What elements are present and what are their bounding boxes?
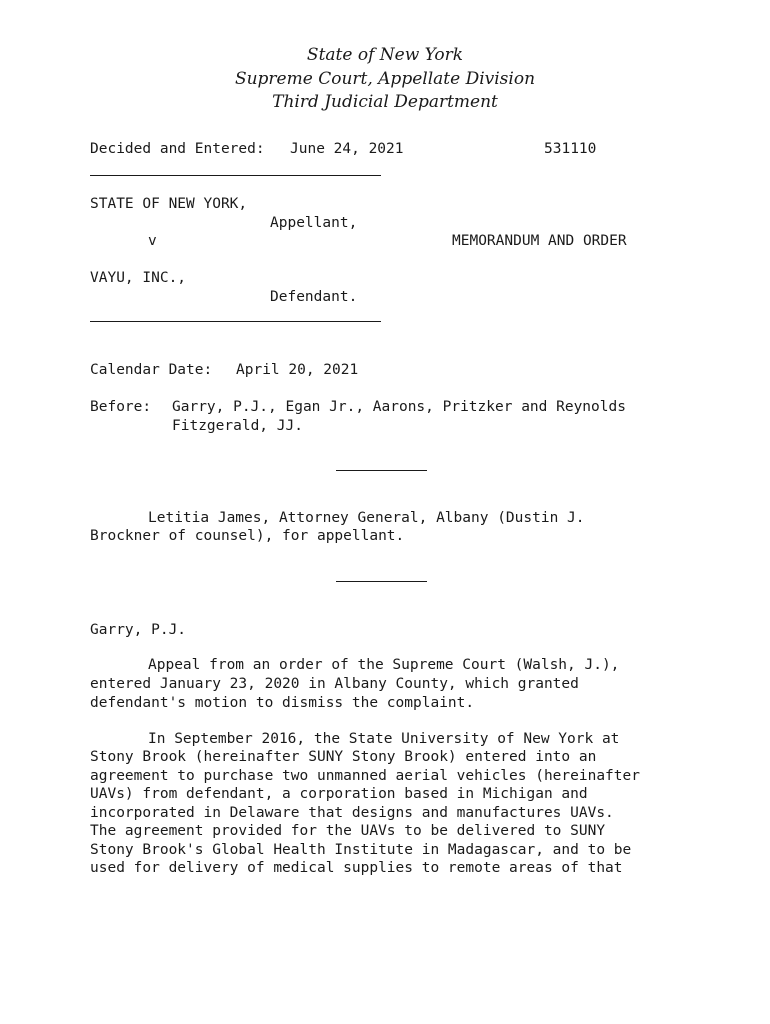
opinion-author: Garry, P.J.: [90, 622, 187, 638]
counsel-line2: Brockner of counsel), for appellant.: [90, 528, 405, 544]
versus: v: [148, 233, 157, 249]
para2-line4: UAVs) from defendant, a corporation based in Michigan and: [90, 786, 588, 802]
section-divider-1: [336, 470, 427, 471]
para2-line3: agreement to purchase two unmanned aerial vehicles (hereinafter: [90, 768, 640, 784]
bench-justices-line1: Garry, P.J., Egan Jr., Aarons, Pritzker and Reynolds: [172, 399, 626, 415]
para2-line8: used for delivery of medical supplies to remote areas of that: [90, 860, 623, 876]
plaintiff-role: Appellant,: [270, 215, 358, 231]
docket-number: 531110: [544, 141, 597, 157]
para1-line1: Appeal from an order of the Supreme Court (Walsh, J.),: [148, 657, 620, 673]
para1-line3: defendant's motion to dismiss the complaint.: [90, 695, 475, 711]
decided-date: June 24, 2021: [290, 141, 404, 157]
court-header: [0, 44, 770, 115]
plaintiff-name: STATE OF NEW YORK,: [90, 196, 248, 212]
defendant-role: Defendant.: [270, 289, 358, 305]
para2-line2: Stony Brook (hereinafter SUNY Stony Brook) entered into an: [90, 749, 597, 765]
counsel-line1: Letitia James, Attorney General, Albany (Dustin J.: [148, 510, 585, 526]
para2-line6: The agreement provided for the UAVs to be delivered to SUNY: [90, 823, 606, 839]
order-type: MEMORANDUM AND ORDER: [452, 233, 627, 249]
para2-line7: Stony Brook's Global Health Institute in Madagascar, and to be: [90, 842, 632, 858]
para2-line5: incorporated in Delaware that designs and manufactures UAVs.: [90, 805, 614, 821]
decided-label: Decided and Entered:: [90, 141, 265, 157]
calendar-date: April 20, 2021: [236, 362, 359, 378]
caption-top-rule: [90, 175, 381, 176]
court-department: Third Judicial Department: [272, 92, 498, 112]
court-division: Supreme Court, Appellate Division: [234, 68, 536, 89]
para1-line2: entered January 23, 2020 in Albany County, which granted: [90, 676, 579, 692]
defendant-name: VAYU, INC.,: [90, 270, 187, 286]
para2-line1: In September 2016, the State University of New York at: [148, 731, 620, 747]
court-name: State of New York: [306, 45, 464, 65]
section-divider-2: [336, 581, 427, 582]
caption-bottom-rule: [90, 321, 381, 322]
bench-justices-line2: Fitzgerald, JJ.: [172, 418, 303, 434]
calendar-date-label: Calendar Date:: [90, 362, 213, 378]
bench-label: Before:: [90, 399, 152, 415]
